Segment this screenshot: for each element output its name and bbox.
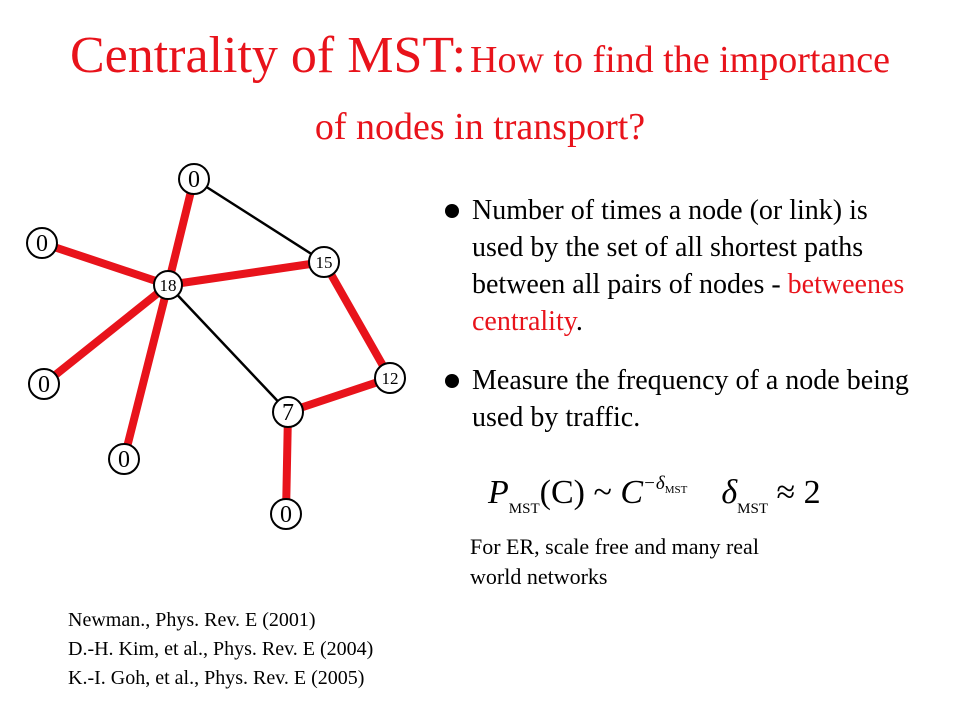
node-n7 bbox=[273, 397, 303, 427]
edge-top-n15 bbox=[194, 179, 324, 262]
formula-p: P bbox=[488, 474, 509, 511]
title-subtitle-line2: of nodes in transport? bbox=[314, 106, 646, 148]
edge-n15-n12-mst bbox=[324, 262, 390, 378]
formula-value: 2 bbox=[803, 474, 821, 511]
title-main: Centrality of MST: bbox=[69, 27, 467, 84]
bullet-item-1 bbox=[444, 192, 914, 340]
formula-exponent bbox=[643, 473, 687, 494]
formula-exp-sub: MST bbox=[664, 484, 688, 496]
edge-n12-n7-mst bbox=[288, 378, 390, 412]
reference-1: Newman., Phys. Rev. E (2001) bbox=[68, 609, 316, 631]
bullet-1-accent: betweenes centrality bbox=[472, 269, 905, 337]
node-bottom bbox=[271, 499, 301, 529]
formula-p-sub: MST bbox=[508, 501, 540, 517]
formula-arg: (C) bbox=[539, 474, 585, 511]
node-top bbox=[179, 164, 209, 194]
node-n15 bbox=[309, 247, 339, 277]
bullet-1-tail: . bbox=[575, 306, 583, 337]
formula-exp-delta: δ bbox=[655, 473, 665, 494]
node-label: 0 bbox=[36, 231, 48, 257]
edge-hub18-top-mst bbox=[168, 179, 194, 285]
graph-nodes bbox=[27, 164, 405, 529]
bullet-list bbox=[444, 192, 914, 458]
formula-exp-sign: − bbox=[643, 473, 656, 494]
node-bottom-left bbox=[109, 444, 139, 474]
bullet-2-text: Measure the frequency of a node being used by traffic. bbox=[472, 365, 909, 433]
node-label: 7 bbox=[282, 400, 294, 426]
bullet-dot bbox=[445, 374, 459, 388]
reference-3: K.-I. Goh, et al., Phys. Rev. E (2005) bbox=[68, 667, 365, 689]
node-label: 0 bbox=[38, 372, 50, 398]
node-label: 0 bbox=[118, 447, 130, 473]
formula-delta-sub: MST bbox=[737, 501, 768, 517]
edge-hub18-left-top-mst bbox=[42, 243, 168, 285]
node-label: 15 bbox=[315, 253, 333, 272]
node-left-mid bbox=[29, 369, 59, 399]
graph-edges bbox=[42, 179, 390, 514]
references bbox=[68, 606, 373, 693]
bullet-item-2 bbox=[444, 362, 914, 436]
node-hub18 bbox=[154, 271, 182, 299]
node-label: 0 bbox=[280, 502, 292, 528]
network-note: For ER, scale free and many real world networks bbox=[470, 534, 759, 589]
formula-base: C bbox=[620, 474, 644, 511]
edge-hub18-n15-mst bbox=[168, 262, 324, 285]
node-label: 0 bbox=[188, 167, 200, 193]
formula-sim: ~ bbox=[593, 474, 612, 511]
node-left-top bbox=[27, 228, 57, 258]
node-n12 bbox=[375, 363, 405, 393]
formula-approx: ≈ bbox=[776, 474, 796, 511]
node-label: 12 bbox=[381, 369, 399, 388]
edge-hub18-n7 bbox=[168, 285, 288, 412]
bullet-1-text: Number of times a node (or link) is used by the set of all shortest paths between all pairs of nodes - bbox=[472, 195, 868, 300]
reference-2: D.-H. Kim, et al., Phys. Rev. E (2004) bbox=[68, 638, 374, 660]
formula-delta: δ bbox=[721, 474, 738, 511]
power-law-formula bbox=[488, 464, 821, 529]
bullet-dot bbox=[445, 204, 459, 218]
node-label: 18 bbox=[159, 276, 177, 295]
title-subtitle-line1: How to find the importance bbox=[470, 39, 891, 81]
